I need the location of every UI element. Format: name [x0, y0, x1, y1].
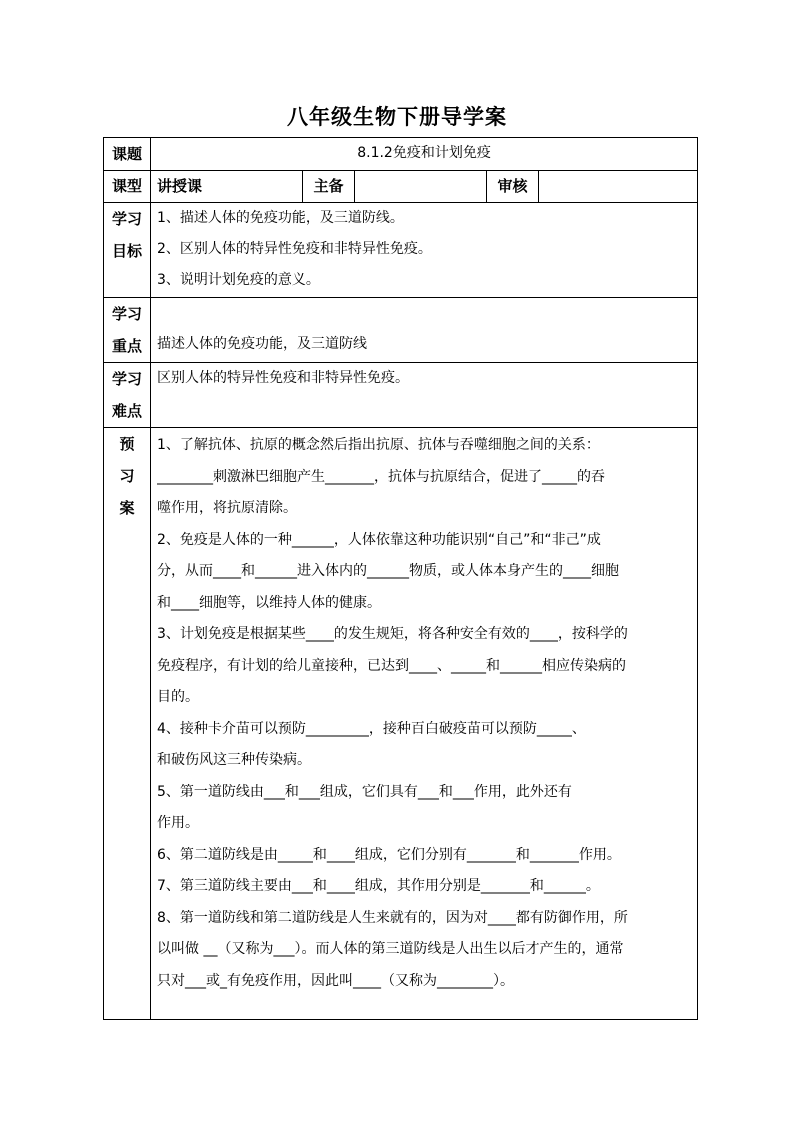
- topic-label: 课题: [104, 138, 151, 171]
- preview-line: 8、第一道防线和第二道防线是人生来就有的，因为对____都有防御作用，所: [157, 909, 628, 926]
- preview-line: 和破伤风这三种传染病。: [157, 752, 311, 768]
- study-guide-table: [103, 137, 698, 1020]
- preview-line: 4、接种卡介苗可以预防_________，接种百白破疫苗可以预防_____、: [157, 720, 586, 737]
- preview-line: 只对___或_有免疫作用，因此叫____（又称为________）。: [157, 972, 514, 989]
- topic-value: 8.1.2免疫和计划免疫: [151, 138, 698, 171]
- preview-line: 目的。: [157, 689, 199, 705]
- objectives-label: 学习 目标: [104, 203, 151, 298]
- preview-line: 6、第二道防线是由_____和____组成，它们分别有_______和_______作用。: [157, 846, 621, 863]
- preview-line: 免疫程序，有计划的给儿童接种，已达到____、_____和______相应传染病的: [157, 657, 626, 674]
- objective-item: 3、说明计划免疫的意义。: [157, 272, 320, 288]
- type-value: 讲授课: [151, 171, 303, 203]
- preview-line: 分，从而____和______进入体内的______物质，或人体本身产生的____细胞: [157, 563, 619, 579]
- preview-line: 作用。: [157, 815, 199, 831]
- preview-content: [151, 428, 698, 1020]
- difficulties-label: 学习 难点: [104, 363, 151, 428]
- preview-label: 预 习 案: [104, 428, 151, 1020]
- preview-line: 和____细胞等，以维持人体的健康。: [157, 594, 381, 611]
- difficulties-row: [104, 363, 698, 428]
- review-value: [539, 171, 698, 203]
- objective-item: 2、区别人体的特异性免疫和非特异性免疫。: [157, 241, 432, 257]
- preview-line: ________刺激淋巴细胞产生_______，抗体与抗原结合，促进了_____的吞: [157, 468, 605, 485]
- key-points-value: 描述人体的免疫功能，及三道防线: [151, 298, 698, 363]
- preview-line: 1、了解抗体、抗原的概念然后指出抗原、抗体与吞噬细胞之间的关系：: [157, 437, 600, 453]
- preview-line: 噬作用，将抗原清除。: [157, 500, 297, 516]
- type-label: 课型: [104, 171, 151, 203]
- difficulties-value: 区别人体的特异性免疫和非特异性免疫。: [151, 363, 698, 428]
- preview-line: 3、计划免疫是根据某些____的发生规矩，将各种安全有效的____，按科学的: [157, 626, 628, 642]
- objectives-list: [151, 203, 698, 298]
- preparer-label: 主备: [303, 171, 355, 203]
- key-points-row: [104, 298, 698, 363]
- objective-item: 1、描述人体的免疫功能，及三道防线。: [157, 210, 404, 226]
- preview-line: 7、第三道防线主要由___和____组成，其作用分别是_______和______。: [157, 878, 600, 894]
- preview-line: 5、第一道防线由___和___组成，它们具有___和___作用，此外还有: [157, 783, 572, 800]
- preparer-value: [355, 171, 487, 203]
- topic-row: [104, 138, 698, 171]
- page-title: 八年级生物下册导学案: [287, 104, 507, 129]
- objectives-row: [104, 203, 698, 298]
- preview-line: 以叫做 __（又称为___）。而人体的第三道防线是人出生以后才产生的，通常: [157, 941, 624, 957]
- preview-row: [104, 428, 698, 1020]
- preview-line: 2、免疫是人体的一种______，人体依靠这种功能识别“自己”和“非己”成: [157, 531, 601, 548]
- review-label: 审核: [487, 171, 539, 203]
- meta-row: [104, 171, 698, 203]
- key-points-label: 学习 重点: [104, 298, 151, 363]
